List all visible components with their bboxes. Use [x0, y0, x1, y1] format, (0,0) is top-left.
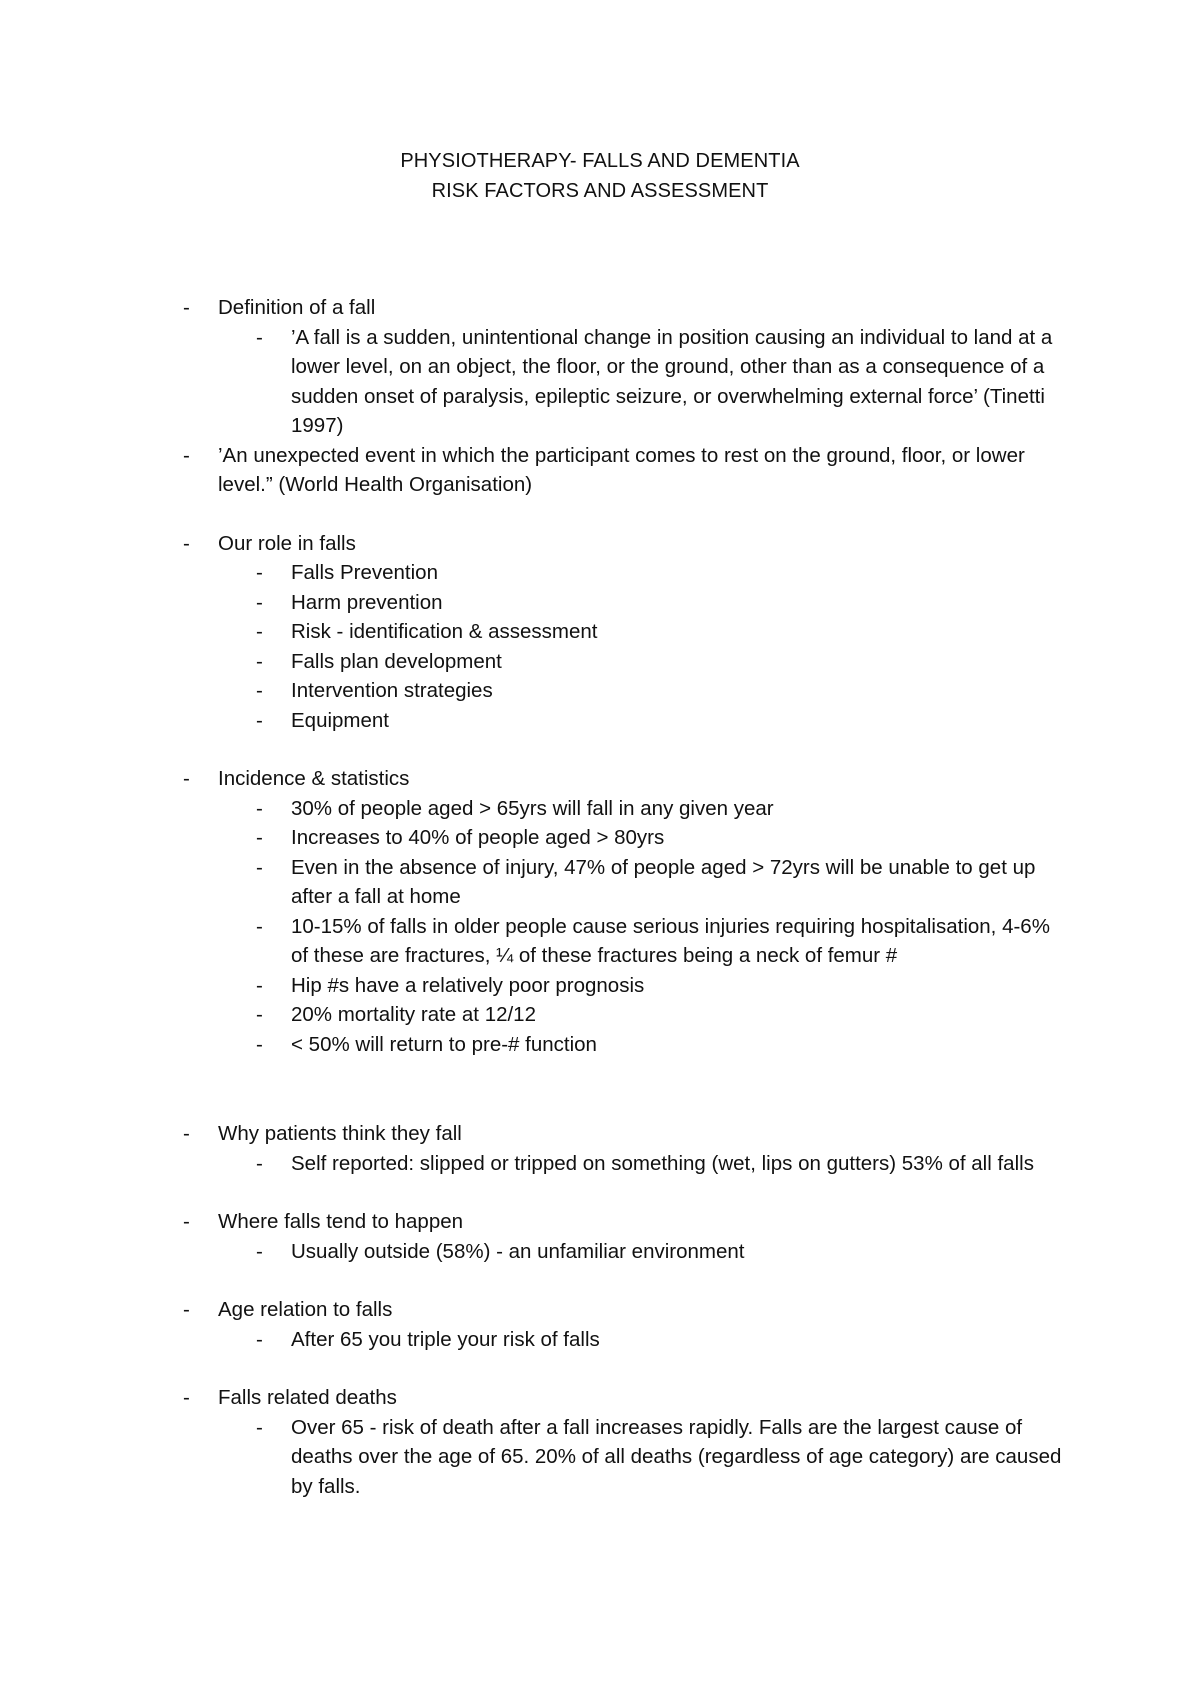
- list-item-text: Age relation to falls: [218, 1298, 393, 1321]
- bullet-dash: -: [256, 590, 263, 614]
- list-item-text: Our role in falls: [218, 531, 356, 555]
- list-item-text: Harm prevention: [291, 590, 443, 614]
- list-item-text: ’An unexpected event in which the participant comes to rest on the ground, floor, or lower level.” (World Health Organisation): [218, 443, 1025, 496]
- bullet-dash: -: [256, 1032, 263, 1056]
- list-item-text: Hip #s have a relatively poor prognosis: [291, 973, 645, 997]
- bullet-dash: -: [256, 561, 263, 584]
- section-definition-heading: [0, 293, 1058, 323]
- list-item-text: 10-15% of falls in older people cause serious injuries requiring hospitalisation, 4-6% of these are fractures, ¼ of these fractures being a neck of femur #: [291, 914, 1050, 967]
- list-item-text: After 65 you triple your risk of falls: [291, 1327, 600, 1351]
- list-item: [0, 1149, 1066, 1179]
- document-title: [0, 146, 1200, 206]
- definition-who: [0, 441, 1058, 500]
- bullet-dash: -: [256, 796, 263, 820]
- list-item: [0, 588, 1066, 618]
- bullet-dash: -: [256, 1239, 263, 1263]
- section-role-heading: [0, 529, 1058, 559]
- list-item-text: Falls plan development: [291, 649, 502, 673]
- section-where-heading: [0, 1207, 1058, 1237]
- bullet-dash: -: [256, 1151, 263, 1175]
- bullet-dash: -: [183, 1386, 190, 1409]
- list-item: [0, 794, 1066, 824]
- list-item: [0, 676, 1066, 706]
- list-item-text: Equipment: [291, 708, 390, 732]
- list-item: [0, 912, 1066, 971]
- bullet-dash: -: [183, 296, 190, 319]
- list-item: [0, 823, 1066, 853]
- list-item: [0, 1030, 1066, 1060]
- list-item-text: Falls related deaths: [218, 1386, 397, 1409]
- list-item: [0, 971, 1066, 1001]
- bullet-dash: -: [183, 1122, 190, 1145]
- list-item-text: Intervention strategies: [291, 679, 493, 702]
- list-item-text: Over 65 - risk of death after a fall increases rapidly. Falls are the largest cause of deaths over the age of 65. 20% of all deaths (regardless of age category) are caused by falls.: [291, 1415, 1062, 1498]
- list-item-text: Self reported: slipped or tripped on something (wet, lips on gutters) 53% of all falls: [291, 1151, 1034, 1175]
- bullet-dash: -: [256, 1327, 263, 1351]
- list-item: [0, 558, 1066, 588]
- title-line-1: PHYSIOTHERAPY- FALLS AND DEMENTIA: [400, 150, 800, 172]
- list-item-text: Incidence & statistics: [218, 767, 410, 790]
- list-item: [0, 1413, 1066, 1502]
- list-item-text: Increases to 40% of people aged > 80yrs: [291, 826, 665, 849]
- bullet-dash: -: [256, 914, 263, 938]
- bullet-dash: -: [183, 443, 190, 467]
- list-item: [0, 647, 1066, 677]
- list-item: [0, 706, 1066, 736]
- section-why-heading: [0, 1119, 1058, 1149]
- list-item-text: Where falls tend to happen: [218, 1210, 464, 1233]
- title-line-2: RISK FACTORS AND ASSESSMENT: [431, 180, 769, 202]
- bullet-dash: -: [256, 708, 263, 732]
- list-item: [0, 1237, 1066, 1267]
- bullet-dash: -: [256, 973, 263, 997]
- list-item-text: Even in the absence of injury, 47% of people aged > 72yrs will be unable to get up after a fall at home: [291, 855, 1036, 908]
- list-item-text: Definition of a fall: [218, 296, 376, 319]
- bullet-dash: -: [256, 620, 263, 643]
- bullet-dash: -: [256, 855, 263, 879]
- bullet-dash: -: [256, 649, 263, 673]
- bullet-dash: -: [183, 531, 190, 555]
- list-item-text: Usually outside (58%) - an unfamiliar environment: [291, 1239, 745, 1263]
- list-item: [0, 853, 1066, 912]
- bullet-dash: -: [256, 325, 263, 349]
- definition-tinetti: [0, 323, 1066, 441]
- bullet-dash: -: [256, 826, 263, 849]
- section-deaths-heading: [0, 1383, 1058, 1413]
- bullet-dash: -: [183, 1298, 190, 1321]
- bullet-dash: -: [256, 1003, 263, 1026]
- bullet-dash: -: [256, 679, 263, 702]
- document-body: [0, 293, 1200, 1501]
- list-item-text: 20% mortality rate at 12/12: [291, 1003, 536, 1026]
- section-incidence-heading: [0, 764, 1058, 794]
- bullet-dash: -: [256, 1415, 263, 1439]
- list-item-text: Risk - identification & assessment: [291, 620, 598, 643]
- list-item: [0, 1000, 1066, 1030]
- list-item: [0, 1325, 1066, 1355]
- list-item-text: Why patients think they fall: [218, 1122, 462, 1145]
- bullet-dash: -: [183, 767, 190, 790]
- bullet-dash: -: [183, 1210, 190, 1233]
- list-item-text: ’A fall is a sudden, unintentional change in position causing an individual to land at a lower level, on an object, the floor, or the ground, other than as a consequence of a sudden onset of paralysis, epileptic seizure, or overwhelming external force’ (Tinetti 1997): [291, 325, 1053, 437]
- list-item-text: Falls Prevention: [291, 561, 438, 584]
- list-item-text: 30% of people aged > 65yrs will fall in any given year: [291, 796, 774, 820]
- list-item: [0, 617, 1066, 647]
- section-age-heading: [0, 1295, 1058, 1325]
- list-item-text: < 50% will return to pre-# function: [291, 1032, 597, 1056]
